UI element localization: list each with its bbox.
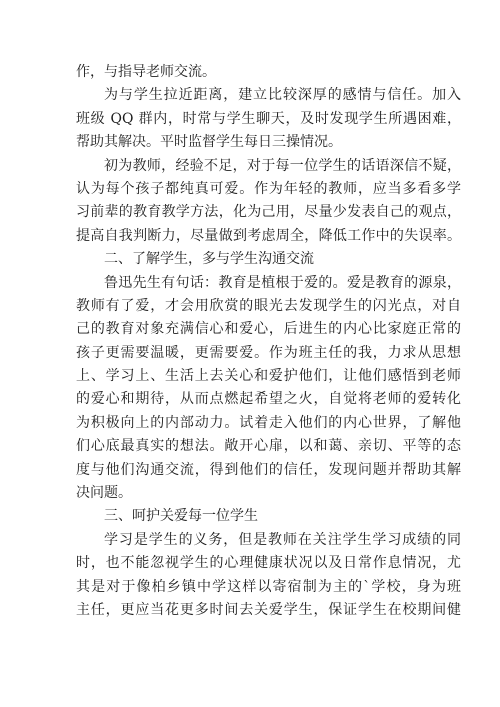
- paragraph: [76, 84, 461, 154]
- text-line: 主任，更应当花更多时间去关爱学生，保证学生在校期间健: [76, 601, 461, 618]
- section-heading: 二、了解学生，多与学生沟通交流: [104, 251, 314, 268]
- text-line: 学习是学生的义务，但是教师在关注学生学习成绩的同: [104, 531, 461, 548]
- text-line: 己的教育对象充满信心和爱心，后进生的内心比家庭正常的: [76, 321, 461, 338]
- text-line: 度与他们沟通交流，得到他们的信任，发现问题并帮助其解: [76, 461, 461, 478]
- paragraph: [76, 529, 461, 623]
- text-line: 的爱心和期待，从而点燃起希望之火，自觉将老师的爱转化: [76, 391, 461, 408]
- text-line: 提高自我判断力，尽量做到考虑周全，降低工作中的失误率。: [76, 227, 461, 244]
- text-line: 作，与指导老师交流。: [76, 64, 216, 80]
- text-line: 班级 QQ 群内，时常与学生聊天，及时发现学生所遇困难，: [76, 110, 461, 127]
- section-heading: 三、呵护关爱每一位学生: [104, 508, 258, 525]
- text-line: 初为教师，经验不足，对于每一位学生的话语深信不疑，: [104, 157, 461, 174]
- text-line: 们心底最真实的想法。敞开心扉，以和蔼、亲切、平等的态: [76, 438, 461, 455]
- text-line: 认为每个孩子都纯真可爱。作为年轻的教师，应当多看多学: [76, 180, 461, 197]
- text-line: 其是对于像柏乡镇中学这样以寄宿制为主的`学校，身为班: [76, 578, 461, 595]
- paragraph: [76, 155, 461, 249]
- text-line: 上、学习上、生活上去关心和爱护他们，让他们感悟到老师: [76, 368, 461, 385]
- text-line: 为积极向上的内部动力。试着走入他们的内心世界，了解他: [76, 414, 461, 431]
- text-line: 习前辈的教育教学方法，化为己用，尽量少发表自己的观点，: [76, 204, 461, 221]
- text-line: 鲁迅先生有句话：教育是植根于爱的。爱是教育的源泉，: [104, 274, 461, 291]
- text-line: 为与学生拉近距离，建立比较深厚的感情与信任。加入: [104, 87, 461, 104]
- text-line: 时，也不能忽视学生的心理健康状况以及日常作息情况，尤: [76, 555, 461, 572]
- text-line: 帮助其解决。平时监督学生每日三操情况。: [76, 134, 342, 151]
- paragraph: [76, 272, 461, 506]
- document-body: [76, 61, 461, 622]
- text-line: 决问题。: [76, 485, 132, 502]
- text-line: 教师有了爱，才会用欣赏的眼光去发现学生的闪光点，对自: [76, 297, 461, 314]
- text-line: 孩子更需要温暖，更需要爱。作为班主任的我，力求从思想: [76, 344, 461, 361]
- paragraph: [76, 61, 461, 84]
